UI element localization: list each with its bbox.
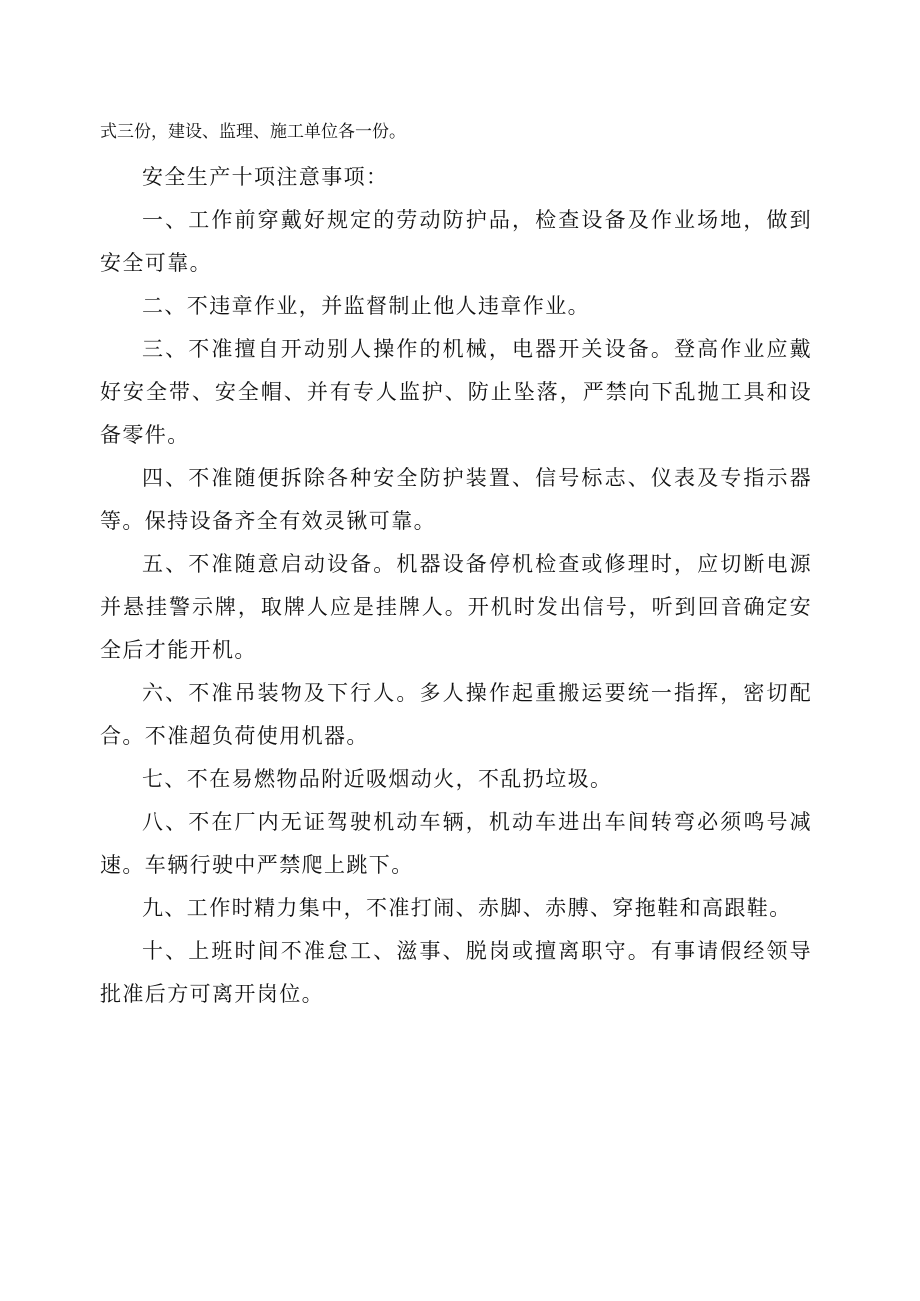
continuation-line: 式三份，建设、监理、施工单位各一份。 xyxy=(100,122,406,142)
rule-item-10: 十、上班时间不准怠工、滋事、脱岗或擅离职守。有事请假经领导批准后方可离开岗位。 xyxy=(100,939,812,1006)
rule-item-2: 二、不违章作业，并监督制止他人违章作业。 xyxy=(142,294,590,318)
rule-item-8: 八、不在厂内无证驾驶机动车辆，机动车进出车间转弯必须鸣号减速。车辆行驶中严禁爬上跳下。 xyxy=(100,810,812,877)
rule-item-6: 六、不准吊装物及下行人。多人操作起重搬运要统一指挥，密切配合。不准超负荷使用机器。 xyxy=(100,681,812,748)
section-heading: 安全生产十项注意事项： xyxy=(142,165,389,189)
rule-item-1: 一、工作前穿戴好规定的劳动防护品，检查设备及作业场地，做到安全可靠。 xyxy=(100,208,812,275)
rule-item-7: 七、不在易燃物品附近吸烟动火，不乱扔垃圾。 xyxy=(142,767,613,791)
rule-item-4: 四、不准随便拆除各种安全防护装置、信号标志、仪表及专指示器等。保持设备齐全有效灵锹可靠。 xyxy=(100,466,812,533)
rule-item-5: 五、不准随意启动设备。机器设备停机检查或修理时，应切断电源并悬挂警示牌，取牌人应是挂牌人。开机时发出信号，听到回音确定安全后才能开机。 xyxy=(100,552,812,662)
rule-item-3: 三、不准擅自开动别人操作的机械，电器开关设备。登高作业应戴好安全带、安全帽、并有专人监护、防止坠落，严禁向下乱抛工具和设备零件。 xyxy=(100,337,812,447)
rule-item-9: 九、工作时精力集中，不准打闹、赤脚、赤膊、穿拖鞋和高跟鞋。 xyxy=(142,896,792,920)
document-body xyxy=(100,108,812,1016)
